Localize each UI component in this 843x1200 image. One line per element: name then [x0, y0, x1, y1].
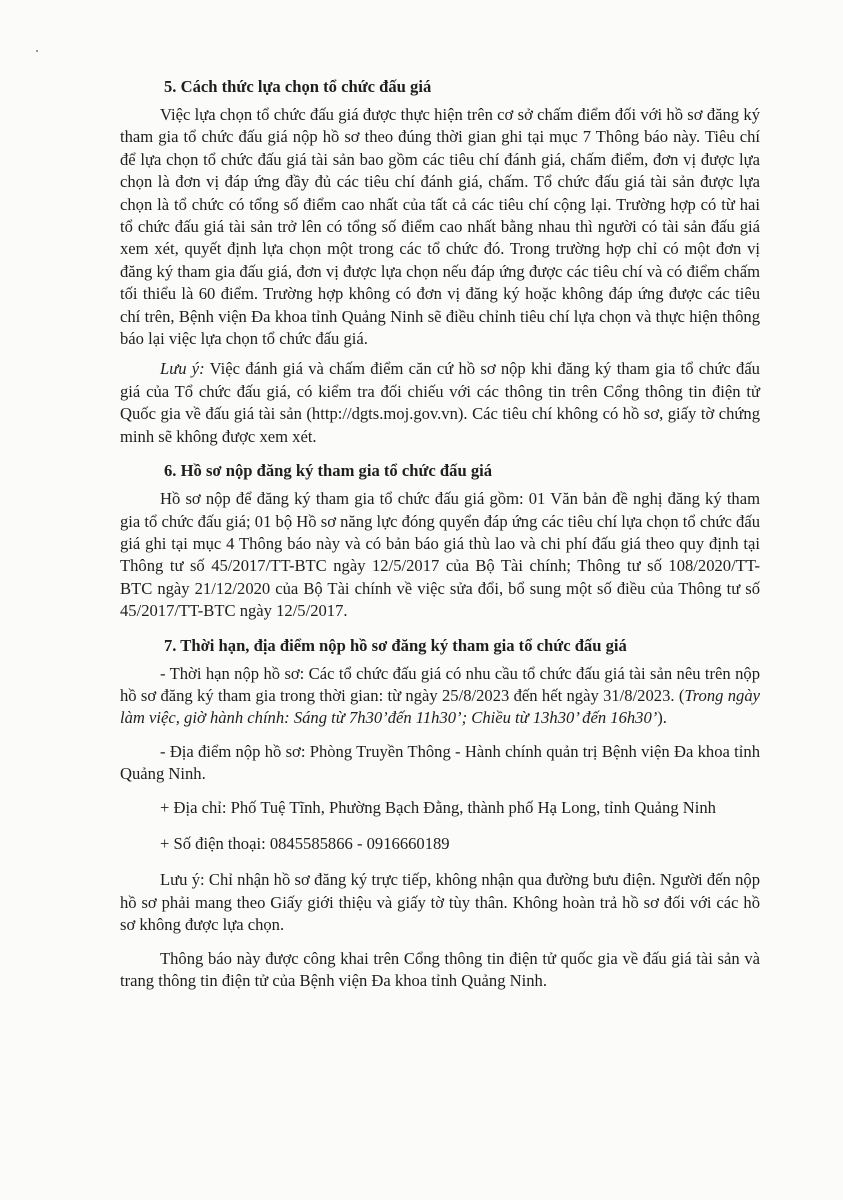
deadline-text: - Thời hạn nộp hồ sơ: Các tổ chức đấu giá có nhu cầu tổ chức đấu giá tài sản nêu trên nộp hồ sơ đăng ký tham gia trong thời gian: từ ngày 25/8/2023 đến hết ngày 31/8/2023. (	[120, 663, 760, 705]
phone-paragraph: + Số điện thoại: 0845585866 - 0916660189	[160, 833, 450, 853]
section-6	[120, 460, 760, 622]
section-7-heading: 7. Thời hạn, địa điểm nộp hồ sơ đăng ký tham gia tổ chức đấu giá	[164, 635, 627, 655]
deadline-tail: ).	[657, 708, 667, 728]
location-paragraph: - Địa điểm nộp hồ sơ: Phòng Truyền Thông - Hành chính quản trị Bệnh viện Đa khoa tỉnh Quảng Ninh.	[120, 741, 760, 784]
submission-note: Lưu ý: Chỉ nhận hồ sơ đăng ký trực tiếp, không nhận qua đường bưu điện. Người đến nộp hồ sơ phải mang theo Giấy giới thiệu và giấy tờ tùy thân. Không hoàn trả hồ sơ đối với các hồ sơ không được lựa chọn.	[120, 870, 760, 935]
note-label: Lưu ý:	[160, 359, 205, 379]
section-5-paragraph-1: Việc lựa chọn tổ chức đấu giá được thực hiện trên cơ sở chấm điểm đối với hồ sơ đăng ký tham gia tổ chức đấu giá nộp hồ sơ theo đúng thời gian ghi tại mục 7 Thông báo này. Tiêu chí để lựa chọn tổ chức đấu giá tài sản bao gồm các tiêu chí đánh giá, chấm điểm, đơn vị được lựa chọn là đơn vị đáp ứng đầy đủ các tiêu chí đánh giá, chấm. Tổ chức đấu giá tài sản được lựa chọn là tổ chức có tổng số điểm cao nhất của tất cả các tiêu chí cộng lại. Trường hợp có từ hai tổ chức đấu giá tài sản trở lên có tổng số điểm cao nhất bằng nhau thì người có tài sản đấu giá xem xét, quyết định lựa chọn một trong các tổ chức đó. Trong trường hợp chỉ có một đơn vị đăng ký tham gia đấu giá, đơn vị được lựa chọn nếu đáp ứng được các tiêu chí và có điểm chấm tối thiểu là 60 điểm. Trường hợp không có đơn vị đăng ký hoặc không đáp ứng được các tiêu chí trên, Bệnh viện Đa khoa tỉnh Quảng Ninh sẽ điều chỉnh tiêu chí lựa chọn và thực hiện thông báo lại việc lựa chọn tổ chức đấu giá.	[120, 105, 760, 349]
section-5	[120, 76, 760, 448]
publication-note: Thông báo này được công khai trên Cổng thông tin điện tử quốc gia về đấu giá tài sản và trang thông tin điện tử của Bệnh viện Đa khoa tỉnh Quảng Ninh.	[120, 948, 760, 990]
address-paragraph: + Địa chỉ: Phố Tuệ Tĩnh, Phường Bạch Đằng, thành phố Hạ Long, tỉnh Quảng Ninh	[160, 797, 716, 817]
note-text: Việc đánh giá và chấm điểm căn cứ hồ sơ nộp khi đăng ký tham gia tổ chức đấu giá của Tổ chức đấu giá, có kiểm tra đối chiếu với các thông tin trên Cổng thông tin điện tử Quốc gia về đấu giá tài sản (http://dgts.moj.gov.vn). Các tiêu chí không có hồ sơ, giấy tờ chứng minh sẽ không được xem xét.	[120, 359, 760, 446]
scan-speck	[36, 50, 38, 52]
document-body	[120, 76, 760, 992]
section-7	[120, 635, 760, 993]
section-6-paragraph-1: Hồ sơ nộp để đăng ký tham gia tổ chức đấu giá gồm: 01 Văn bản đề nghị đăng ký tham gia tổ chức đấu giá; 01 bộ Hồ sơ năng lực đóng quyển đáp ứng các tiêu chí lựa chọn tổ chức đấu giá ghi tại mục 4 Thông báo này và có bản báo giá thù lao và chi phí đấu giá theo quy định tại Thông tư số 45/2017/TT-BTC ngày 12/5/2017 của Bộ Tài chính; Thông tư số 108/2020/TT-BTC ngày 21/12/2020 của Bộ Tài chính về việc sửa đổi, bổ sung một số điều của Thông tư số 45/2017/TT-BTC ngày 12/5/2017.	[120, 489, 760, 621]
deadline-paragraph	[120, 663, 760, 730]
section-5-heading: 5. Cách thức lựa chọn tổ chức đấu giá	[164, 77, 432, 96]
working-hours: Trong ngày làm việc, giờ hành chính: Sáng từ 7h30’đến 11h30’; Chiều từ 13h30’ đến 16h30’	[120, 685, 760, 728]
section-5-note	[120, 358, 760, 448]
section-6-heading: 6. Hồ sơ nộp đăng ký tham gia tổ chức đấu giá	[164, 461, 493, 481]
